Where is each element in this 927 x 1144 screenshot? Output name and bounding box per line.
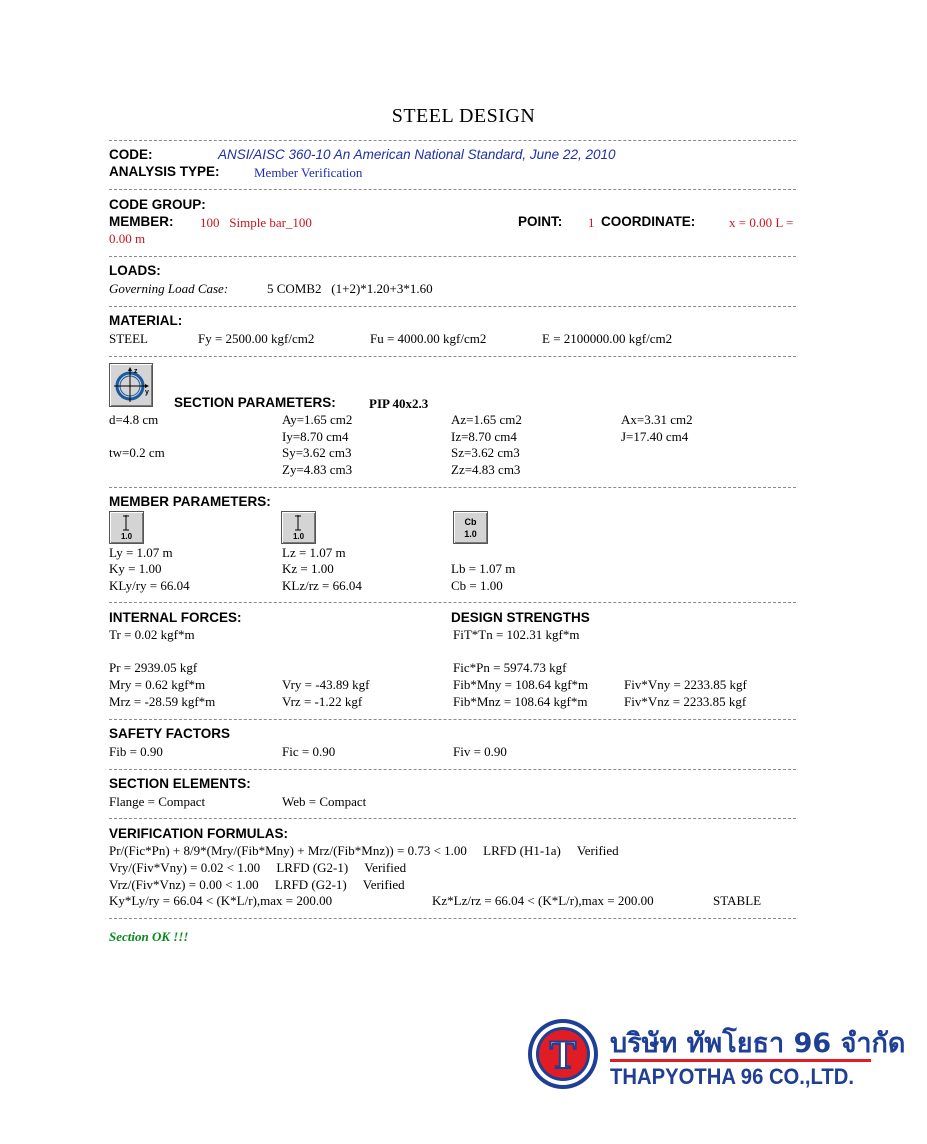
material-name: STEEL [109,331,148,346]
section-name: PIP 40x2.3 [369,396,429,411]
divider [109,487,796,488]
section-param: Ax=3.31 cm2 [621,412,693,427]
stability-status: STABLE [713,893,762,908]
section-param: Sy=3.62 cm3 [282,445,352,460]
member-label: MEMBER: [109,214,174,229]
coordinate-value-length: 0.00 m [109,231,146,246]
verification-line: Pr/(Fic*Pn) + 8/9*(Mry/(Fib*Mny) + Mrz/(Fib*Mnz)) = 0.73 < 1.00 LRFD (H1-1a) Verified [109,843,619,858]
divider [109,306,796,307]
member-param: KLz/rz = 66.04 [282,578,362,593]
divider [109,140,796,141]
logo-letter: T [549,1032,577,1077]
strength-value: Fiv*Vny = 2233.85 kgf [624,677,747,692]
analysis-type-value: Member Verification [254,165,363,180]
verification-line: Vrz/(Fiv*Vnz) = 0.00 < 1.00 LRFD (G2-1) Verified [109,877,405,892]
cb-factor-icon [453,511,488,544]
cb-factor-icon-top: Cb [464,517,477,527]
force-value: Vrz = -1.22 kgf [282,694,363,709]
buckling-ly-icon [109,511,144,544]
divider [109,769,796,770]
member-param: Ky = 1.00 [109,561,162,576]
member-param: Cb = 1.00 [451,578,503,593]
safety-factor: Fic = 0.90 [282,744,336,759]
section-param: Zy=4.83 cm3 [282,462,353,477]
divider [109,602,796,603]
point-label: POINT: [518,214,563,229]
point-value: 1 [588,215,595,230]
member-param: Lb = 1.07 m [451,561,516,576]
strength-value: FiT*Tn = 102.31 kgf*m [453,627,580,642]
divider [109,719,796,720]
section-elements-label: SECTION ELEMENTS: [109,776,251,791]
strength-value: Fib*Mny = 108.64 kgf*m [453,677,589,692]
member-param: Ly = 1.07 m [109,545,173,560]
section-param: Iz=8.70 cm4 [451,429,517,444]
verification-line: Ky*Ly/ry = 66.04 < (K*L/r),max = 200.00 [109,893,333,908]
material-fy: Fy = 2500.00 kgf/cm2 [198,331,315,346]
section-param: Iy=8.70 cm4 [282,429,349,444]
member-value: 100 Simple bar_100 [200,215,312,230]
member-param: Kz = 1.00 [282,561,334,576]
analysis-type-label: ANALYSIS TYPE: [109,164,220,179]
logo-divider [610,1059,871,1062]
section-parameters-label: SECTION PARAMETERS: [174,395,336,410]
divider [109,256,796,257]
member-param: Lz = 1.07 m [282,545,346,560]
section-param: Az=1.65 cm2 [451,412,522,427]
section-param: J=17.40 cm4 [621,429,689,444]
material-e: E = 2100000.00 kgf/cm2 [542,331,673,346]
governing-load-case-label: Governing Load Case: [109,281,229,296]
strength-value: Fic*Pn = 5974.73 kgf [453,660,567,675]
material-label: MATERIAL: [109,313,183,328]
verification-line: Vry/(Fiv*Vny) = 0.02 < 1.00 LRFD (G2-1) Verified [109,860,407,875]
safety-factor: Fib = 0.90 [109,744,163,759]
member-param: KLy/ry = 66.04 [109,578,190,593]
pipe-section-icon [109,363,153,407]
section-param: tw=0.2 cm [109,445,165,460]
coordinate-label: COORDINATE: [601,214,696,229]
svg-text:y: y [145,389,149,396]
company-thai-name: บริษัท ทัพโยธา 96 จำกัด [610,1028,906,1059]
section-param: d=4.8 cm [109,412,159,427]
cb-factor-caption: 1.0 [464,529,477,539]
governing-load-case-value: 5 COMB2 (1+2)*1.20+3*1.60 [267,281,433,296]
flange-class: Flange = Compact [109,794,206,809]
strength-value: Fiv*Vnz = 2233.85 kgf [624,694,747,709]
company-logo-icon [525,1018,605,1098]
member-parameters-label: MEMBER PARAMETERS: [109,494,271,509]
code-value: ANSI/AISC 360-10 An American National Standard, June 22, 2010 [218,147,616,162]
force-value: Tr = 0.02 kgf*m [109,627,195,642]
buckling-lz-caption: 1.0 [292,532,305,541]
internal-forces-label: INTERNAL FORCES: [109,610,242,625]
result-status: Section OK !!! [109,929,189,944]
safety-factor: Fiv = 0.90 [453,744,507,759]
force-value: Pr = 2939.05 kgf [109,660,198,675]
web-class: Web = Compact [282,794,367,809]
divider [109,918,796,919]
section-param: Sz=3.62 cm3 [451,445,520,460]
section-param: Ay=1.65 cm2 [282,412,353,427]
code-group-label: CODE GROUP: [109,197,206,212]
buckling-lz-icon [281,511,316,544]
svg-text:z: z [134,368,138,375]
strength-value: Fib*Mnz = 108.64 kgf*m [453,694,588,709]
page-title: STEEL DESIGN [391,105,536,127]
verification-line: Kz*Lz/rz = 66.04 < (K*L/r),max = 200.00 [432,893,654,908]
company-english-name: THAPYOTHA 96 CO.,LTD. [610,1064,855,1089]
force-value: Vry = -43.89 kgf [282,677,370,692]
divider [109,356,796,357]
force-value: Mry = 0.62 kgf*m [109,677,206,692]
buckling-ly-caption: 1.0 [120,532,133,541]
safety-factors-label: SAFETY FACTORS [109,726,231,741]
section-param: Zz=4.83 cm3 [451,462,521,477]
divider [109,818,796,819]
design-strengths-label: DESIGN STRENGTHS [451,610,590,625]
verification-formulas-label: VERIFICATION FORMULAS: [109,826,288,841]
divider [109,189,796,190]
material-fu: Fu = 4000.00 kgf/cm2 [370,331,487,346]
force-value: Mrz = -28.59 kgf*m [109,694,216,709]
code-label: CODE: [109,147,153,162]
loads-label: LOADS: [109,263,161,278]
coordinate-value: x = 0.00 L = [729,215,794,230]
